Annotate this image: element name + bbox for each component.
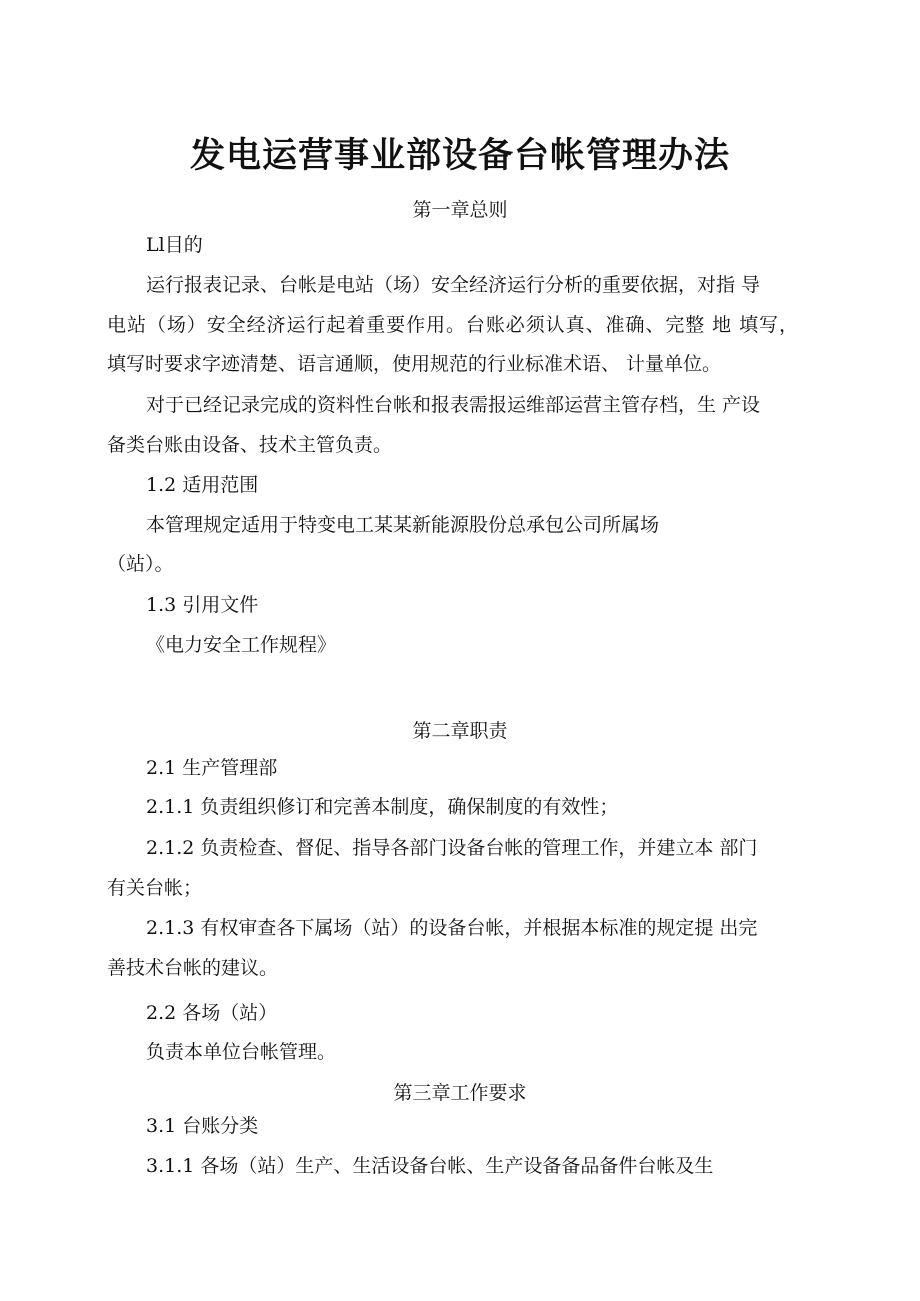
section-1-3-heading: 1.3 引用文件 [146,594,259,616]
section-2-2-heading: 2.2 各场（站） [146,1002,278,1024]
section-3-1-1: 3.1.1 各场（站）生产、生活设备台帐、生产设备备品备件台帐及生 [146,1155,714,1177]
section-1-3-line-1: 《电力安全工作规程》 [146,634,337,656]
chapter-3-heading: 第三章工作要求 [393,1082,527,1104]
section-1-1-paragraph-1-line-2: 电站（场）安全经济运行起着重要作用。台账必须认真、准确、完整 地 填写， [107,314,798,336]
section-3-1-heading: 3.1 台账分类 [146,1115,259,1137]
section-1-1-paragraph-2-line-1: 对于已经记录完成的资料性台帐和报表需报运维部运营主管存档，生 产设 [146,394,761,416]
section-2-2-line-1: 负责本单位台帐管理。 [146,1041,337,1063]
section-2-1-heading: 2.1 生产管理部 [146,757,278,779]
section-1-1-heading: Ll目的 [146,234,203,256]
section-2-1-2-line-1: 2.1.2 负责检查、督促、指导各部门设备台帐的管理工作，并建立本 部门 [146,837,758,859]
section-1-2-line-1: 本管理规定适用于特变电工某某新能源股份总承包公司所属场 [146,514,660,536]
section-1-2-heading: 1.2 适用范围 [146,474,259,496]
chapter-1-heading: 第一章总则 [412,199,508,221]
chapter-2-heading: 第二章职责 [412,720,508,742]
section-1-1-paragraph-1-line-1: 运行报表记录、台帐是电站（场）安全经济运行分析的重要依据，对指 导 [146,274,761,296]
section-2-1-3-line-1: 2.1.3 有权审查各下属场（站）的设备台帐，并根据本标准的规定提 出完 [146,917,758,939]
section-2-1-1: 2.1.1 负责组织修订和完善本制度，确保制度的有效性； [146,796,619,818]
section-2-1-3-line-2: 善技术台帐的建议。 [107,957,279,979]
section-2-1-2-line-2: 有关台帐； [107,877,203,899]
section-1-1-paragraph-1-line-3: 填写时要求字迹清楚、语言通顺，使用规范的行业标准术语、 计量单位。 [107,353,722,375]
section-1-2-line-2: （站）。 [107,553,174,575]
section-1-1-paragraph-2-line-2: 备类台账由设备、技术主管负责。 [107,434,393,456]
document-title: 发电运营事业部设备台帐管理办法 [189,136,730,176]
